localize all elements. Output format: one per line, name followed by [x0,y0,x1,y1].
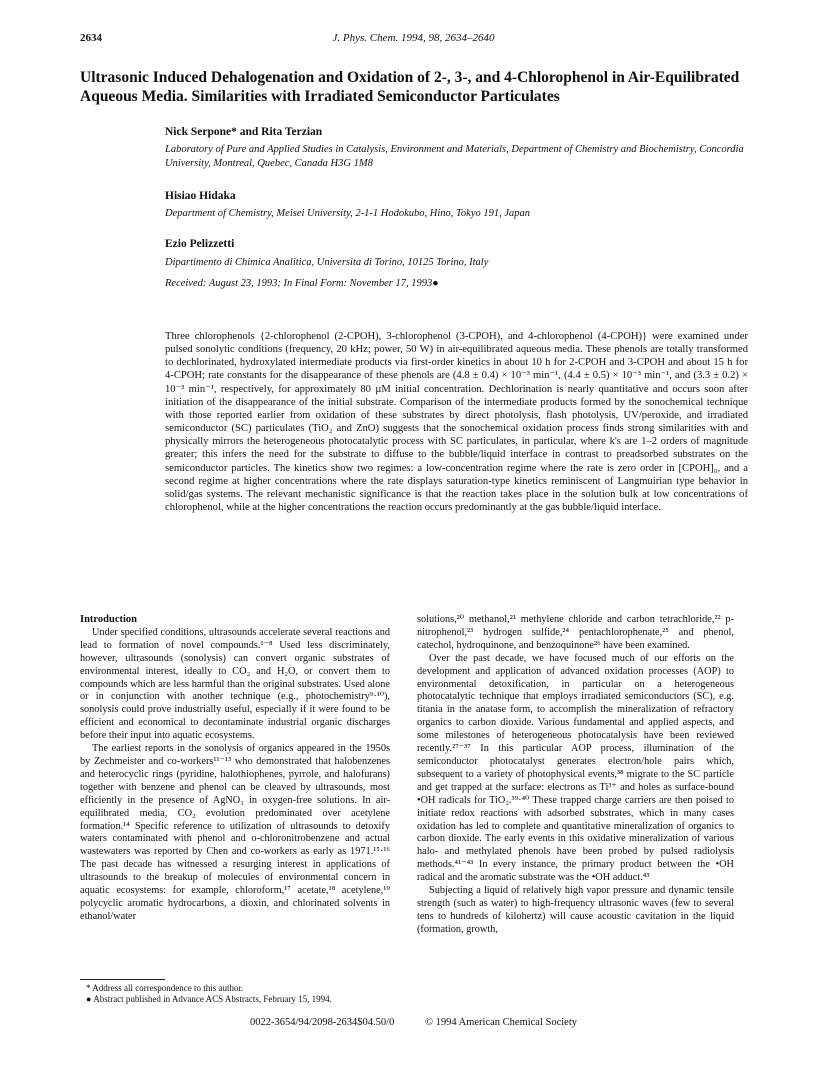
paragraph: The earliest reports in the sonolysis of organics appeared in the 1950s by Zechmeister and co-workers¹¹⁻¹³ who demonstrated that halobenzenes and heterocyclic rings (pyridine, halothiophenes, pyrrole, and halofurans) together with benzene and phenol can be cleaved by ultrasounds, most efficiently in the presence of AgNO₃ in oxygen-free solutions. In air-equilibrated media, CO₂ evolution predominated over acetylene formation.¹⁴ Specific reference to utilization of ultrasounds to detoxify waters contaminated with phenol and o-chloronitrobenzene and actual wastewaters was reported by Chen and co-workers as early as 1971.¹⁵·¹⁶ The past decade has witnessed a resurging interest in applications of ultrasounds to the breakup of molecules of environmental concern in aquatic ecosystems: for example, chloroform,¹⁷ acetate,¹⁸ acetylene,¹⁹ polycyclic aromatic hydrocarbons, a dioxin, and chlorinated solvents in ethanol/water [80,743,390,922]
page-number: 2634 [80,32,102,44]
affiliation-2: Department of Chemistry, Meisei University, 2-1-1 Hodokubo, Hino, Tokyo 191, Japan [165,208,531,219]
footnote: * Address all correspondence to this author. [86,983,244,993]
paragraph: Subjecting a liquid of relatively high vapor pressure and dynamic tensile strength (such as water) to high-frequency ultrasonic waves (few to several tens to hundreds of kilohertz) will cause acoustic cavitation in the liquid (formation, growth, [417,885,734,935]
section-heading-introduction: Introduction [80,614,137,625]
body-column-left [80,614,390,924]
received-dates: Received: August 23, 1993; In Final Form: November 17, 1993● [165,278,439,289]
copyright: © 1994 American Chemical Society [424,1017,578,1028]
footnote: ● Abstract published in Advance ACS Abstracts, February 15, 1994. [86,994,332,1004]
journal-citation: J. Phys. Chem. 1994, 98, 2634–2640 [332,32,495,44]
abstract: Three chlorophenols {2-chlorophenol (2-CPOH), 3-chlorophenol (3-CPOH), and 4-chlorophenol (4-CPOH)} were examined under pulsed sonolytic conditions (frequency, 20 kHz; power, 50 W) in air-equilibrated aqueous media. These phenols are totally transformed to dechlorinated, hydroxylated intermediate products via first-order kinetics in about 10 h for 2-CPOH and 3-CPOH and about 15 h for 4-CPOH; rate constants for the disappearance of these phenols are (4.8 ± 0.4) × 10⁻³ min⁻¹, (4.4 ± 0.5) × 10⁻³ min⁻¹, and (3.3 ± 0.2) × 10⁻³ min⁻¹, respectively, for approximately 80 µM initial concentration. Dechlorination is nearly quantitative and occurs soon after initiation of the disappearance of the initial substrate. Comparison of the intermediate products formed by the sonochemical technique with those reported earlier from oxidation of these substrates by direct photolysis, flash photolysis, UV/peroxide, and irradiated semiconductor (SC) particulates (TiO₂ and ZnO) suggests that the sonochemical oxidation process finds strong similarities with and physically mirrors the heterogeneous photocatalytic process with SC particulates, in particular, where k's are 1–2 orders of magnitude greater; this infers the need for the substrate to diffuse to the bubble/liquid interface in contrast to preadsorbed substrates on the semiconductor particles. The kinetics show two regimes: a low-concentration regime where the rate is zero order in [CPOH]₀, and a second regime at higher concentrations where the rate displays saturation-type kinetics reminiscent of Langmuirian type behavior in solid/gas systems. The relevant mechanistic significance is that the reaction takes place in the solution bulk at low concentrations of chlorophenol, while at the higher concentrations the reaction occurs predominantly at the gas bubble/liquid interface. [165,331,748,514]
article-title: Ultrasonic Induced Dehalogenation and Oxidation of 2-, 3-, and 4-Chlorophenol in Air-Equilibrated Aqueous Media. Similarities with Irradiated Semiconductor Particulates [80,69,740,105]
article-code: 0022-3654/94/2098-2634$04.50/0 [249,1017,395,1028]
paragraph: solutions,²⁰ methanol,²¹ methylene chloride and carbon tetrachloride,²² p-nitrophenol,²³ hydrogen sulfide,²⁴ pentachlorophenate,²⁵ and phenol, catechol, hydroquinone, and benzoquinone²⁶ have been examined. [417,614,734,651]
author-group-2: Hisiao Hidaka [165,190,236,202]
affiliation-3: Dipartimento di Chimica Analitica, Universita di Torino, 10125 Torino, Italy [165,257,489,268]
author-group-3: Ezio Pelizzetti [165,238,235,250]
body-column-right [417,614,734,937]
author-group-1: Nick Serpone* and Rita Terzian [165,126,323,138]
affiliation-1: Laboratory of Pure and Applied Studies in Catalysis, Environment and Materials, Department of Chemistry and Biochemistry, Concordia University, Montreal, Quebec, Canada H3G 1M8 [165,144,744,169]
paragraph: Under specified conditions, ultrasounds accelerate several reactions and lead to formation of novel compounds.¹⁻⁸ Used less discriminately, however, ultrasounds (sonolysis) can convert organic substrates of environmental interest, ideally to CO₂ and H₂O, or convert them to compounds which are less harmful than the original substrates. Used alone or in conjunction with another technique (e.g., photochemistry⁹·¹⁰), sonolysis could prove industrially useful, especially if it were found to be efficient and economical to decontaminate industrial organic discharges before their input into aquatic ecosystems. [80,626,390,742]
footnotes [86,983,386,1005]
paragraph: Over the past decade, we have focused much of our efforts on the development and application of advanced oxidation processes (AOP) to environmental detoxification, in particular on a heterogeneous photocatalytic technique that employs irradiated semiconductors (SC), e.g. titania in the anatase form, to accomplish the mineralization of refractory organics to carbon dioxide. Various fundamental and applied aspects, and some milestones of heterogeneous photocatalysis have been reviewed recently.²⁷⁻³⁷ In this particular AOP process, illumination of the semiconductor photocatalyst generates electron/hole pairs which, subsequent to a variety of photophysical events,³⁸ migrate to the SC particle and get trapped at the surface: electrons as Ti³⁺ and holes as surface-bound •OH radicals for TiO₂.³⁹·⁴⁰ These trapped charge carriers are then poised to initiate redox reactions with adsorbed substrates, which in many cases oxidation has led to complete and quantitative mineralization of organics to carbon dioxide. The early events in this oxidative mineralization of various halo- and methylated phenols have been probed by pulsed radiolysis methods.⁴¹⁻⁴³ In every instance, the primary product between the •OH radical and the aromatic substrate was the •OH adduct.⁴³ [417,652,734,884]
page-footer [0,1017,827,1028]
footnote-divider [80,979,165,980]
